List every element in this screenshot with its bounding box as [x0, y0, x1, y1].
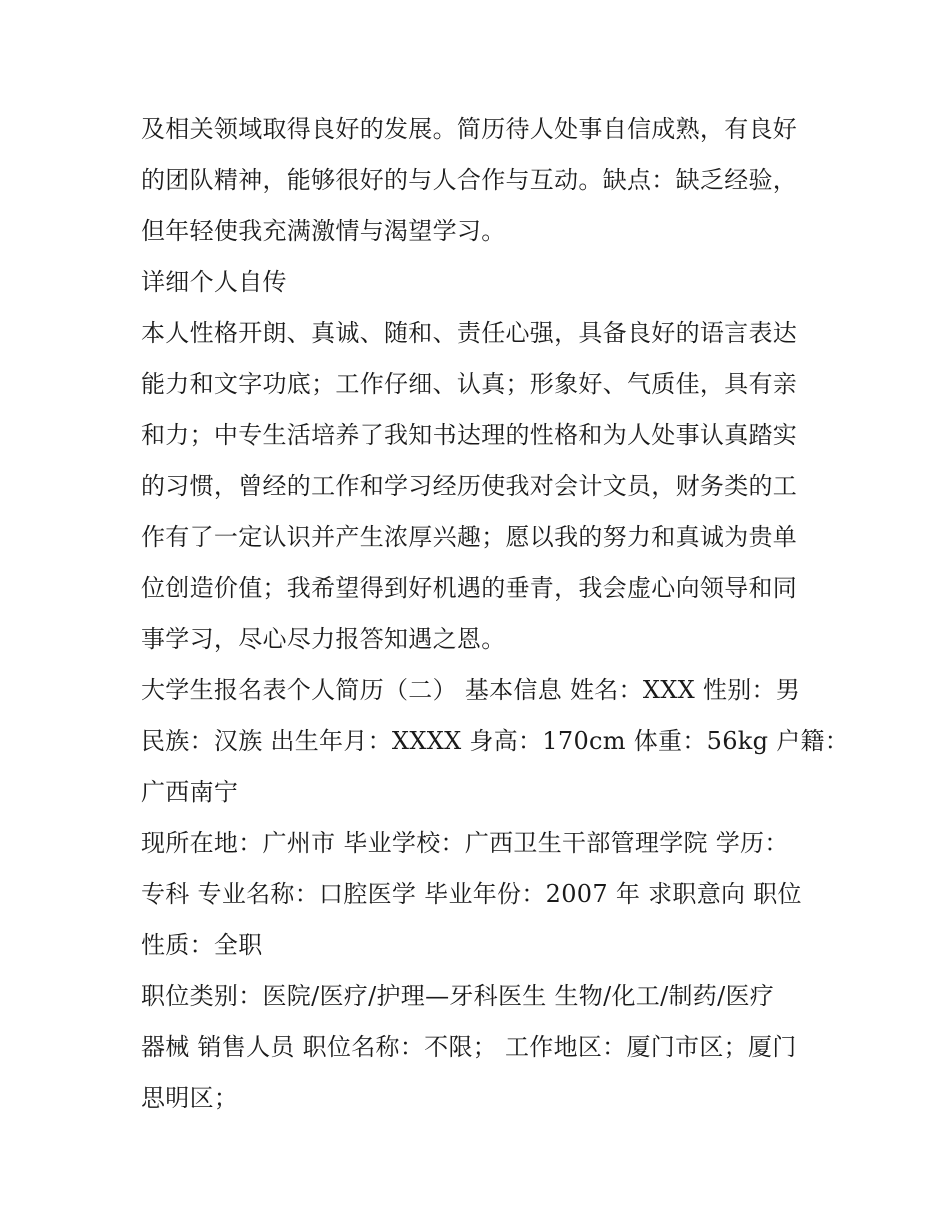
- text-line: 的团队精神，能够很好的与人合作与互动。缺点：缺乏经验，: [141, 166, 798, 194]
- text-line: 事学习，尽心尽力报答知遇之恩。: [141, 625, 506, 653]
- section-heading: 详细个人自传: [141, 268, 287, 296]
- text-line: 专科 专业名称：口腔医学 毕业年份：2007 年 求职意向 职位: [141, 880, 802, 908]
- text-line: 器械 销售人员 职位名称：不限； 工作地区：厦门市区；厦门: [141, 1033, 797, 1061]
- text-line: 及相关领域取得良好的发展。简历待人处事自信成熟，有良好: [141, 115, 798, 143]
- text-line: 现所在地：广州市 毕业学校：广西卫生干部管理学院 学历：: [141, 829, 789, 857]
- text-line: 广西南宁: [141, 778, 239, 806]
- text-line: 大学生报名表个人简历（二） 基本信息 姓名：XXX 性别：男: [141, 676, 801, 704]
- text-line: 思明区；: [141, 1084, 239, 1112]
- text-line: 但年轻使我充满激情与渴望学习。: [141, 217, 506, 245]
- text-line: 职位类别：医院/医疗/护理—牙科医生 生物/化工/制药/医疗: [141, 982, 775, 1010]
- text-line: 和力；中专生活培养了我知书达理的性格和为人处事认真踏实: [141, 421, 798, 449]
- text-line: 位创造价值；我希望得到好机遇的垂青，我会虚心向领导和同: [141, 574, 798, 602]
- text-line: 民族：汉族 出生年月：XXXX 身高：170cm 体重：56kg 户籍：: [141, 727, 850, 755]
- text-line: 本人性格开朗、真诚、随和、责任心强，具备良好的语言表达: [141, 319, 798, 347]
- text-line: 的习惯，曾经的工作和学习经历使我对会计文员，财务类的工: [141, 472, 798, 500]
- text-line: 性质：全职: [141, 931, 263, 959]
- text-line: 能力和文字功底；工作仔细、认真；形象好、气质佳，具有亲: [141, 370, 798, 398]
- text-line: 作有了一定认识并产生浓厚兴趣；愿以我的努力和真诚为贵单: [141, 523, 798, 551]
